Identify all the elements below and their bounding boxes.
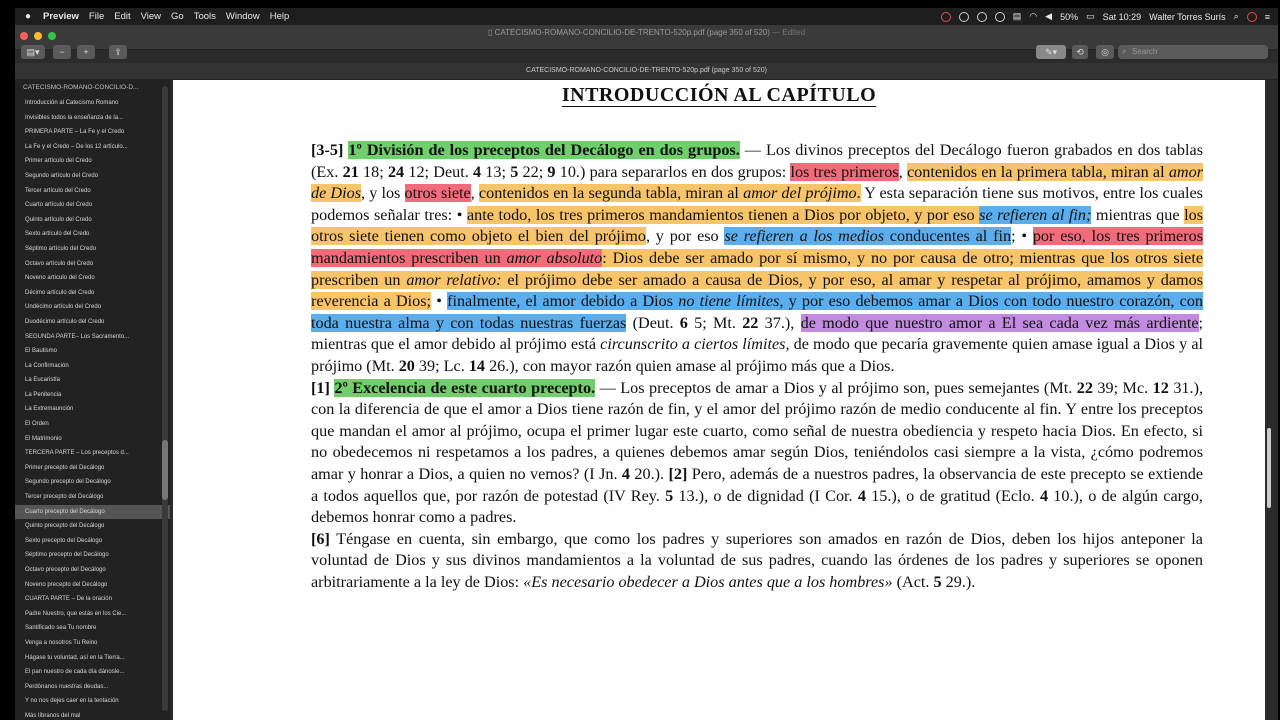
ref-marker: [3-5] bbox=[311, 141, 344, 159]
sidebar-item[interactable]: Introducción al Catecismo Romano bbox=[25, 100, 119, 106]
sidebar-item[interactable]: Quinto artículo del Credo bbox=[25, 216, 92, 223]
number: 21 bbox=[342, 162, 359, 181]
markup-button[interactable]: ✎▾ bbox=[1036, 45, 1066, 59]
sidebar-item[interactable]: La Penitencia bbox=[25, 391, 62, 398]
text-run: 20.). bbox=[630, 464, 669, 483]
highlight-red: los tres primeros bbox=[790, 162, 899, 181]
rotate-button[interactable]: ⟲ bbox=[1072, 45, 1088, 59]
document-view bbox=[173, 80, 1265, 720]
sidebar-item[interactable]: El Matrimonio bbox=[25, 435, 62, 442]
sidebar-item[interactable]: El pan nuestro de cada día dánosle... bbox=[25, 669, 125, 676]
sidebar-item[interactable]: SEGUNDA PARTE– Los Sacramento... bbox=[25, 333, 130, 340]
sidebar-item[interactable]: Tercer precepto del Decálogo bbox=[25, 494, 104, 501]
italic-text: circunscrito a ciertos límites, bbox=[600, 335, 790, 354]
sidebar-item[interactable]: Séptimo precepto del Decálogo bbox=[25, 552, 109, 559]
window-title-text: CATECISMO-ROMANO-CONCILIO-DE-TRENTO-520p.pdf (page 350 of 520) bbox=[494, 28, 770, 37]
sidebar-item[interactable]: Undécimo artículo del Credo bbox=[25, 304, 102, 311]
text-run: ; mientras que el amor debido al prójimo está bbox=[311, 313, 1203, 354]
highlight-blue: y por eso debemos amar a Dios con todo nuestro corazón, con toda nuestra alma y con todas nuestras fuerzas bbox=[311, 292, 1204, 332]
sidebar-item[interactable]: Segundo precepto del Decálogo bbox=[25, 479, 111, 486]
text-run: 5; Mt. bbox=[687, 313, 743, 332]
ref-marker: [6] bbox=[311, 529, 330, 548]
record-icon[interactable] bbox=[941, 12, 951, 22]
text-run: (Act. bbox=[892, 572, 934, 591]
sidebar-item[interactable]: Sexto artículo del Credo bbox=[25, 231, 90, 238]
text-run: 31.), con la diferencia de que el amor a Dios tiene razón de fin, y el amor del prójimo razón de medio conducente al fin. Y entre los preceptos que mandan el amor al prójimo, ocupa el primer lugar este cuarto, como señal de nuestra obediencia y respeto hacia Dios. En efecto, si no obedecemos ni respetamos a los padres, a quienes debemos amar según Dios, teniéndolos casi siempre a la vista, ¿cómo podremos amar y honrar a Dios, a quien no vemos? (I Jn. bbox=[311, 378, 1204, 483]
menu-edit[interactable]: Edit bbox=[114, 11, 131, 22]
sidebar-item[interactable]: La Confirmación bbox=[25, 362, 69, 369]
sidebar-item[interactable]: Santificado sea Tu nombre bbox=[25, 625, 97, 632]
chapter-heading bbox=[173, 84, 1265, 107]
text-run: — Los divinos preceptos del Decálogo fueron grabados en dos tablas (Ex. bbox=[311, 141, 1204, 181]
sidebar-item[interactable]: La Extremaunción bbox=[25, 406, 74, 413]
clock[interactable]: Sat 10:29 bbox=[1102, 11, 1142, 22]
highlight-purple: de modo que nuestro amor a El sea cada vez más ardiente bbox=[800, 313, 1199, 332]
highlight-orange: amor relativo: bbox=[406, 270, 502, 289]
highlight-green: 2º Excelencia de este cuarto precepto. bbox=[334, 378, 596, 397]
sidebar-item[interactable]: Perdónanos nuestras deudas... bbox=[25, 683, 109, 690]
sidebar-item[interactable]: Primer artículo del Credo bbox=[25, 158, 92, 165]
text-run: 12; Deut. bbox=[404, 162, 473, 181]
highlight-orange: Dios debe ser amado por sí mismo, y no por causa de otro; mientras que los otros siete prescriben un bbox=[311, 248, 1204, 289]
sidebar-item[interactable]: Hágase tu voluntad, así en la Tierra... bbox=[25, 654, 125, 661]
number: 4 bbox=[1039, 486, 1049, 505]
sidebar-toggle-button[interactable]: ▤▾ bbox=[21, 45, 45, 59]
zoom-in-button[interactable]: + bbox=[77, 45, 95, 59]
sidebar-item[interactable]: Séptimo artículo del Credo bbox=[25, 245, 97, 252]
text-run: 13.), o de dignidad (I Cor. bbox=[673, 486, 858, 505]
sidebar-item[interactable]: Noveno artículo del Credo bbox=[25, 275, 95, 282]
number: 4 bbox=[472, 162, 482, 181]
number: 6 bbox=[679, 313, 688, 332]
highlight-blue: se refieren a los medios bbox=[724, 227, 884, 246]
sidebar-item[interactable]: Octavo precepto del Decálogo bbox=[25, 567, 106, 573]
number: 9 bbox=[547, 162, 556, 181]
user-name[interactable]: Walter Torres Surís bbox=[1149, 11, 1226, 22]
sidebar-item[interactable]: Tercer artículo del Credo bbox=[25, 187, 91, 194]
sidebar-item[interactable]: La Fe y el Credo – De los 12 artículo... bbox=[25, 143, 128, 150]
highlight-blue: no tiene límites, bbox=[678, 292, 784, 311]
wifi-icon[interactable]: ◠ bbox=[1029, 11, 1038, 21]
text-run: 10.), o de algún cargo, debemos honrar como a padres. bbox=[311, 486, 1203, 527]
spotlight-icon[interactable]: ⌕ bbox=[1233, 11, 1239, 21]
number: 4 bbox=[621, 464, 631, 483]
sidebar-item[interactable]: El Orden bbox=[25, 421, 49, 428]
text-run: , bbox=[898, 162, 907, 181]
sidebar-item[interactable]: El Bautismo bbox=[25, 348, 58, 355]
menu-window[interactable]: Window bbox=[225, 11, 260, 22]
zoom-out-button[interactable]: − bbox=[53, 45, 71, 59]
highlight-blue: se refieren al fin; bbox=[979, 205, 1092, 224]
sidebar-item[interactable]: Cuarto artículo del Credo bbox=[25, 202, 93, 209]
battery-label[interactable]: 50% bbox=[1060, 11, 1079, 22]
highlight-green: 1º División de los preceptos del Decálogo en dos grupos. bbox=[348, 141, 740, 159]
highlight-orange: amor del prójimo bbox=[743, 184, 857, 203]
number: 5 bbox=[933, 572, 942, 591]
window-title bbox=[15, 28, 1278, 37]
sidebar-item[interactable]: CUARTA PARTE – De la oración bbox=[25, 596, 112, 603]
highlight-orange: : bbox=[602, 248, 607, 267]
paragraph-3 bbox=[247, 529, 1203, 594]
sidebar-item[interactable]: Octavo artículo del Credo bbox=[25, 260, 94, 267]
menu-tools[interactable]: Tools bbox=[193, 11, 216, 22]
cloud-icon[interactable] bbox=[959, 12, 969, 22]
text-run: Téngase en cuenta, sin embargo, que como los padres y superiores son amados en razón de Dios, deben los hijos anteponer la voluntad de Dios y sus divinos mandamientos a la voluntad de sus padres, cuando las órdenes de los padres y superiores se oponen arbitrariamente a la ley de Dios: bbox=[311, 529, 1203, 591]
sidebar-item[interactable]: Duodécimo artículo del Credo bbox=[25, 318, 105, 325]
number: 20 bbox=[398, 356, 415, 375]
text-run: 26.), con mayor razón quien amase al prójimo más que a Dios. bbox=[485, 356, 895, 375]
sidebar-item[interactable]: Cuarto precepto del Decálogo bbox=[15, 505, 170, 520]
text-run: 37.), bbox=[758, 313, 801, 332]
sync-icon[interactable] bbox=[977, 12, 987, 22]
text-run: de modo que pecaría gravemente quien amase igual a Dios y al prójimo (Mt. bbox=[311, 335, 1203, 375]
text-run: , y por eso bbox=[645, 227, 725, 246]
text-run: ; • bbox=[1011, 227, 1033, 246]
text-run: 18; bbox=[358, 162, 388, 181]
sidebar-item[interactable]: Padre Nuestro, que estás en los Cie... bbox=[25, 610, 127, 617]
highlight-blue: finalmente, el amor debido a Dios bbox=[447, 292, 679, 311]
document-icon: ▯ bbox=[487, 28, 495, 37]
sidebar-item[interactable]: TERCERA PARTE – Los preceptos d... bbox=[25, 450, 129, 457]
number: 5 bbox=[510, 162, 519, 181]
menu-view[interactable]: View bbox=[140, 11, 162, 22]
sidebar-item[interactable]: Más líbranos del mal bbox=[25, 712, 81, 719]
highlight-orange: contenidos en la primera tabla, miran al bbox=[906, 162, 1169, 181]
sidebar-item[interactable]: Sexto precepto del Decálogo bbox=[25, 537, 103, 544]
highlight-red: otros siete bbox=[404, 184, 471, 203]
paragraph-2 bbox=[247, 378, 1203, 529]
pdf-page bbox=[173, 80, 1265, 720]
sidebar-header[interactable]: CATECISMO-ROMANO-CONCILIO-D... bbox=[23, 84, 139, 91]
volume-icon[interactable]: ◀ bbox=[1045, 11, 1053, 21]
highlight-blue: conducentes al fin bbox=[884, 227, 1012, 246]
document-scrollbar[interactable] bbox=[1267, 428, 1271, 508]
text-run: 39; Mc. bbox=[1092, 378, 1153, 397]
menu-bar bbox=[15, 8, 1278, 25]
markup-toolbar-button[interactable]: ◎ bbox=[1096, 45, 1114, 59]
text-run: (Deut. bbox=[626, 313, 680, 332]
number: 22 bbox=[742, 313, 759, 332]
preview-window bbox=[15, 8, 1278, 720]
flag-icon[interactable]: ▤ bbox=[1012, 11, 1022, 21]
sidebar-item[interactable]: Noveno precepto del Decálogo bbox=[25, 581, 108, 588]
edited-label: — Edited bbox=[772, 28, 806, 37]
number: 5 bbox=[665, 486, 674, 505]
text-run: — Los preceptos de amar a Dios y al prójimo son, pues semejantes (Mt. bbox=[595, 378, 1077, 397]
ref-marker: [1] bbox=[311, 378, 330, 397]
title-bar bbox=[15, 25, 1278, 57]
text-run: 22; bbox=[518, 162, 548, 181]
menu-file[interactable]: File bbox=[88, 11, 105, 22]
italic-text: «Es necesario obedecer a Dios antes que a los hombres» bbox=[523, 572, 893, 591]
sidebar-item[interactable]: PRIMERA PARTE – La Fe y el Credo bbox=[25, 129, 125, 136]
menu-help[interactable]: Help bbox=[269, 11, 290, 22]
status-area bbox=[941, 8, 1270, 25]
sidebar-item[interactable]: Quinto precepto del Decálogo bbox=[25, 523, 105, 530]
number: 12 bbox=[1152, 378, 1169, 397]
text-run: , y los bbox=[361, 184, 405, 203]
history-icon[interactable] bbox=[995, 12, 1005, 22]
text-run: • bbox=[431, 292, 448, 311]
text-run: 39; Lc. bbox=[414, 356, 469, 375]
document-subtitle: CATECISMO-ROMANO-CONCILIO-DE-TRENTO-520p.pdf (page 350 of 520) bbox=[15, 63, 1278, 80]
number: 22 bbox=[1076, 378, 1093, 397]
text-run: 10.) para separarlos en dos grupos: bbox=[555, 162, 791, 181]
sidebar-item[interactable]: Primer precepto del Decálogo bbox=[25, 464, 105, 471]
sidebar-scroll-thumb[interactable] bbox=[162, 440, 168, 500]
text-run: 15.), o de gratitud (Eclo. bbox=[865, 486, 1040, 505]
number: 24 bbox=[387, 162, 405, 181]
document-text[interactable] bbox=[247, 140, 1203, 593]
siri-icon[interactable] bbox=[1247, 12, 1257, 22]
chapter-heading-text: INTRODUCCIÓN AL CAPÍTULO bbox=[561, 84, 877, 106]
apple-icon[interactable]: ● bbox=[24, 11, 32, 22]
highlight-red: amor absoluto bbox=[506, 248, 603, 267]
ref-marker: [2] bbox=[668, 464, 688, 483]
text-run: Y esta separación tiene sus motivos, entre los cuales podemos señalar tres: • bbox=[311, 184, 1203, 224]
sidebar-item[interactable]: Invisibles todos la enseñanza de la... bbox=[25, 114, 124, 121]
sidebar-item[interactable]: La Eucaristía bbox=[25, 377, 61, 384]
highlight-orange: los otros siete tienen como objeto el bien del prójimo bbox=[311, 205, 1204, 246]
sidebar-scrollbar[interactable] bbox=[162, 86, 168, 711]
text-run: , bbox=[470, 184, 479, 203]
number: 14 bbox=[468, 356, 486, 375]
sidebar-item[interactable]: Y no nos dejes caer en la tentación bbox=[25, 698, 119, 705]
sidebar-item[interactable]: Décimo artículo del Credo bbox=[25, 289, 95, 296]
paragraph-1 bbox=[247, 140, 1203, 378]
sidebar bbox=[15, 80, 170, 720]
highlight-orange: amor de Dios bbox=[311, 162, 1204, 203]
text-run: 29.). bbox=[941, 572, 976, 591]
text-run: 13; bbox=[481, 162, 511, 181]
text-run: Pero, además de a nuestros padres, la observancia de este precepto se extiende a todos aquellos que, por razón de potestad (IV Rey. bbox=[311, 464, 1204, 505]
battery-icon: ▭ bbox=[1086, 11, 1095, 21]
menu-go[interactable]: Go bbox=[171, 11, 184, 22]
highlight-orange: el prójimo debe ser amado a causa de Dios, y por eso, al amar y respetar al prójimo, amamos y damos reverencia a Dios; bbox=[311, 270, 1204, 311]
share-button[interactable]: ⇪ bbox=[109, 45, 127, 59]
highlight-orange: ante todo, los tres primeros mandamientos tienen a Dios por objeto, y por eso bbox=[466, 205, 980, 224]
highlight-orange: contenidos en la segunda tabla, miran al bbox=[478, 184, 744, 203]
sidebar-item[interactable]: Segundo artículo del Credo bbox=[25, 172, 99, 179]
highlight-orange: . bbox=[856, 184, 861, 203]
highlight-red: por eso, los tres primeros mandamientos prescriben un bbox=[311, 227, 1204, 267]
sidebar-item[interactable]: Venga a nosotros Tu Reino bbox=[25, 639, 98, 646]
text-run: mientras que bbox=[1091, 205, 1185, 224]
menu-app[interactable]: Preview bbox=[43, 11, 79, 22]
notification-center-icon[interactable]: ≡ bbox=[1264, 11, 1270, 22]
number: 4 bbox=[857, 486, 866, 505]
search-input[interactable]: ⌕ Search bbox=[1118, 45, 1268, 59]
sidebar-list bbox=[15, 96, 170, 720]
